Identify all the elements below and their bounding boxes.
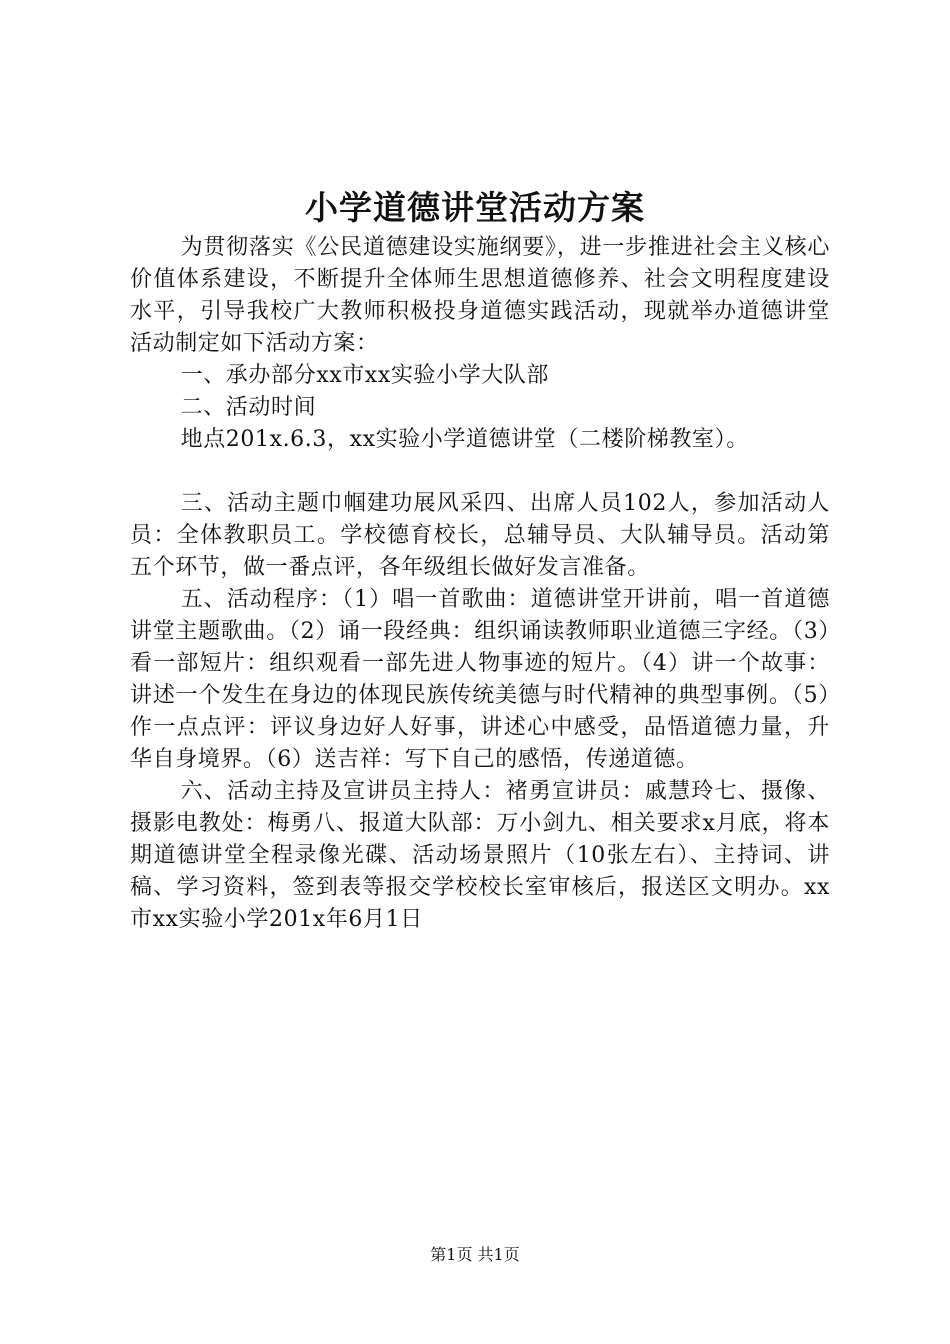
paragraph-host-requirements: 六、活动主持及宣讲员主持人：褚勇宣讲员：戚慧玲七、摄像、摄影电教处：梅勇八、报道大队部：万小剑九、相关要求x月底，将本期道德讲堂全程录像光碟、活动场景照片（10张左右）、主持词、讲稿、学习资料，签到表等报交学校校长室审核后，报送区文明办。xx市xx实验小学201x年6月1日 [130, 779, 830, 932]
paragraph-location: 地点201x.6.3，xx实验小学道德讲堂（二楼阶梯教室）。 [180, 427, 749, 452]
paragraph-theme-attendees: 三、活动主题巾帼建功展风采四、出席人员102人，参加活动人员：全体教职员工。学校德育校长，总辅导员、大队辅导员。活动第五个环节，做一番点评，各年级组长做好发言准备。 [130, 491, 830, 580]
paragraph-intro: 为贯彻落实《公民道德建设实施纲要》，进一步推进社会主义核心价值体系建设，不断提升全体师生思想道德修养、社会文明程度建设水平，引导我校广大教师积极投身道德实践活动，现就举办道德讲堂活动制定如下活动方案： [130, 235, 830, 356]
paragraph-procedure: 五、活动程序：（1）唱一首歌曲：道德讲堂开讲前，唱一首道德讲堂主题歌曲。（2）诵一段经典：组织诵读教师职业道德三字经。（3）看一部短片：组织观看一部先进人物事迹的短片。（4）讲一个故事：讲述一个发生在身边的体现民族传统美德与时代精神的典型事例。（5）作一点点评：评议身边好人好事，讲述心中感受，品悟道德力量，升华自身境界。（6）送吉祥：写下自己的感悟，传递道德。 [130, 587, 830, 772]
page-number-footer: 第1页 共1页 [430, 1245, 520, 1264]
paragraph-organizer: 一、承办部分xx市xx实验小学大队部 [180, 363, 550, 388]
paragraph-time: 二、活动时间 [180, 395, 317, 420]
document-body [130, 232, 830, 936]
document-title: 小学道德讲堂活动方案 [305, 188, 645, 227]
